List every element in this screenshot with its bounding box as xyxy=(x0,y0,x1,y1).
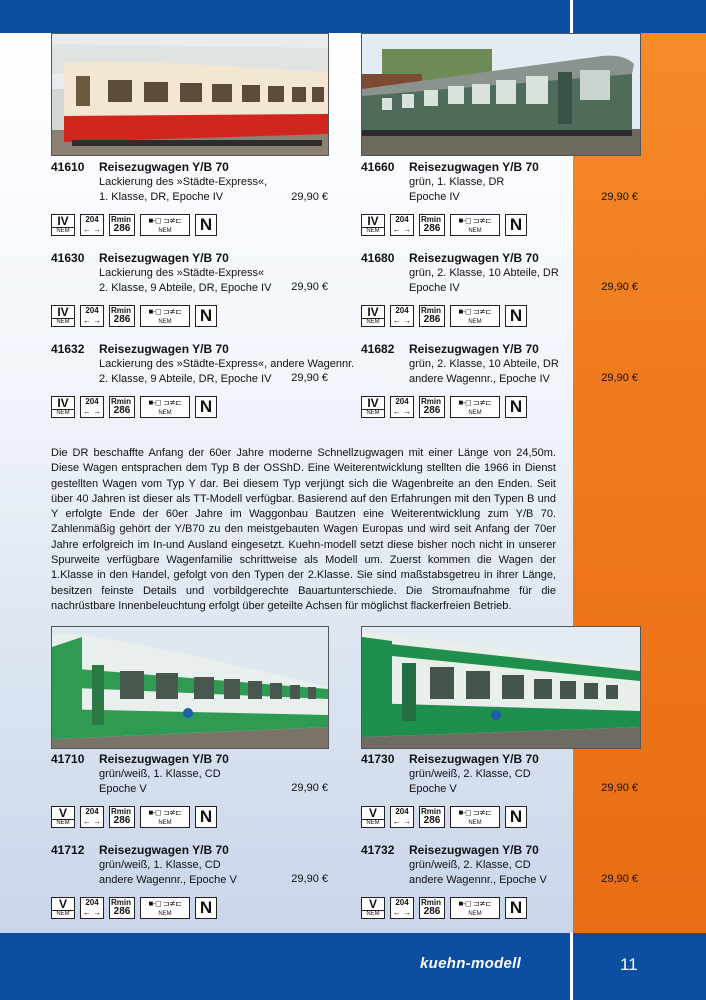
brand-logo: kuehn-modell xyxy=(420,955,522,972)
footer-bar xyxy=(0,933,706,1000)
scale-label: N xyxy=(509,397,523,416)
scale-badge xyxy=(505,305,527,327)
epoch-label: IV xyxy=(57,396,69,410)
coupling-badge xyxy=(140,396,190,418)
orange-side-panel xyxy=(573,33,706,933)
length-arrows-icon: ← → xyxy=(392,817,412,826)
badges-41730 xyxy=(361,806,531,828)
badges-41660 xyxy=(361,214,531,236)
price-41710: 29,90 € xyxy=(291,782,328,794)
length-value: 204 xyxy=(85,898,99,907)
coupling-badge xyxy=(450,396,500,418)
radius-badge xyxy=(419,806,445,828)
nem-label: NEM xyxy=(158,319,172,325)
length-badge xyxy=(390,396,414,418)
description-line: grün, 2. Klasse, 10 Abteile, DR xyxy=(409,267,559,279)
scale-label: N xyxy=(199,215,213,234)
product-41660 xyxy=(361,160,591,205)
product-description xyxy=(409,175,504,205)
description-line: andere Wagennr., Epoche V xyxy=(99,874,237,886)
rmin-value: 286 xyxy=(113,314,131,325)
description-line: Lackierung des »Städte-Express« xyxy=(99,267,265,279)
rmin-value: 286 xyxy=(423,405,441,416)
page-number: 11 xyxy=(620,955,638,974)
scale-badge xyxy=(195,396,217,418)
radius-badge xyxy=(419,305,445,327)
length-arrows-icon: ← → xyxy=(82,407,102,416)
rmin-label: Rmin xyxy=(421,215,441,224)
product-description xyxy=(99,175,267,205)
epoch-label: IV xyxy=(57,214,69,228)
length-value: 204 xyxy=(395,397,409,406)
nem-label: NEM xyxy=(52,819,74,827)
scale-badge xyxy=(195,806,217,828)
nem-label: NEM xyxy=(158,410,172,416)
product-title: Reisezugwagen Y/B 70 xyxy=(99,843,229,857)
epoch-badge xyxy=(51,806,75,828)
product-title: Reisezugwagen Y/B 70 xyxy=(99,251,229,265)
description-line: grün/weiß, 2. Klasse, CD xyxy=(409,768,531,780)
length-badge xyxy=(80,806,104,828)
badges-41710 xyxy=(51,806,221,828)
epoch-badge xyxy=(361,214,385,236)
rmin-value: 286 xyxy=(113,815,131,826)
nem-label: NEM xyxy=(362,910,384,918)
product-description xyxy=(99,767,221,797)
length-badge xyxy=(390,897,414,919)
nem-label: NEM xyxy=(362,227,384,235)
epoch-label: IV xyxy=(367,305,379,319)
description-line: 1. Klasse, DR, Epoche IV xyxy=(99,191,224,203)
badges-41682 xyxy=(361,396,531,418)
coupling-icon: ■-◻ ⊐≭⊏ xyxy=(458,899,492,908)
rmin-label: Rmin xyxy=(111,397,131,406)
price-41730: 29,90 € xyxy=(601,782,638,794)
coupling-icon: ■-◻ ⊐≭⊏ xyxy=(148,307,182,316)
radius-badge xyxy=(109,396,135,418)
radius-badge xyxy=(419,897,445,919)
badges-41630 xyxy=(51,305,221,327)
coupling-icon: ■-◻ ⊐≭⊏ xyxy=(458,216,492,225)
product-41682 xyxy=(361,342,591,387)
coupling-icon: ■-◻ ⊐≭⊏ xyxy=(458,398,492,407)
description-line: grün, 1. Klasse, DR xyxy=(409,176,505,188)
product-description xyxy=(409,858,547,888)
nem-label: NEM xyxy=(468,410,482,416)
radius-badge xyxy=(419,214,445,236)
product-title: Reisezugwagen Y/B 70 xyxy=(409,251,539,265)
scale-badge xyxy=(505,396,527,418)
rmin-value: 286 xyxy=(423,314,441,325)
product-number: 41680 xyxy=(361,251,395,265)
scale-label: N xyxy=(199,807,213,826)
product-number: 41712 xyxy=(51,843,85,857)
nem-label: NEM xyxy=(158,911,172,917)
product-number: 41710 xyxy=(51,752,85,766)
epoch-label: V xyxy=(368,897,377,911)
radius-badge xyxy=(419,396,445,418)
badges-41712 xyxy=(51,897,221,919)
product-description xyxy=(409,357,559,387)
nem-label: NEM xyxy=(362,819,384,827)
description-line: Lackierung des »Städte-Express«, andere Wagennr. xyxy=(99,358,355,370)
rmin-label: Rmin xyxy=(111,215,131,224)
length-value: 204 xyxy=(85,397,99,406)
epoch-badge xyxy=(361,305,385,327)
epoch-badge xyxy=(361,897,385,919)
scale-label: N xyxy=(509,306,523,325)
length-value: 204 xyxy=(395,306,409,315)
length-arrows-icon: ← → xyxy=(392,225,412,234)
length-arrows-icon: ← → xyxy=(392,407,412,416)
price-41660: 29,90 € xyxy=(601,191,638,203)
coupling-icon: ■-◻ ⊐≭⊏ xyxy=(458,808,492,817)
epoch-badge xyxy=(51,396,75,418)
nem-label: NEM xyxy=(468,820,482,826)
rmin-label: Rmin xyxy=(421,807,441,816)
description-line: Epoche V xyxy=(409,783,457,795)
description-paragraph: Die DR beschaffte Anfang der 60er Jahre moderne Schnellzugwagen mit einer Länge von 24,50m. Diese Wagen entsprachen dem Typ B der OSShD. Eine Weiterentwicklung stellten die 1966 in Dienst gestellten Wagen vom Typ Y dar. Bei diesem Typ verjüngt sich die Wagenbreite an den Enden. Seit über 40 Jahren ist dieser als TT-Modell verfügbar. Basierend auf den Erfahrungen mit den Typen B und Y erfolgte Ende der 60er Jahre im Waggonbau Bautzen eine Weiterentwicklung zum Y/B 70. Zahlenmäßig gehört der Y/B70 zu den meistgebauten Wagen Europas und wird seit Anfang der 70er Jahre erfolgreich im In-und Ausland eingesetzt. Kuehn-modell setzt diese bisher noch nicht in unserer Spurweite verfügbare Wagenfamilie schrittweise als Modell um. Zuerst kommen die Wagen der 1.Klasse in den Handel, gefolgt von den Typen der 2.Klasse. Sie sind maßstabsgetreu in ihrer Länge, besitzen feinste Details und vorbildgerechte Bauartunterschiede. Die Stromaufnahme für die nachrüstbare Innenbeleuchtung erfolgt über geteilte Achsen für möglichst flackerfreien Betrieb. xyxy=(51,447,556,612)
coupling-badge xyxy=(450,897,500,919)
scale-badge xyxy=(505,214,527,236)
epoch-label: V xyxy=(58,806,67,820)
scale-badge xyxy=(195,305,217,327)
product-number: 41682 xyxy=(361,342,395,356)
epoch-label: IV xyxy=(57,305,69,319)
product-number: 41632 xyxy=(51,342,85,356)
coupling-icon: ■-◻ ⊐≭⊏ xyxy=(148,216,182,225)
rmin-label: Rmin xyxy=(421,306,441,315)
footer-divider xyxy=(570,933,573,1000)
length-arrows-icon: ← → xyxy=(82,225,102,234)
product-41730 xyxy=(361,752,591,797)
length-value: 204 xyxy=(395,215,409,224)
rmin-value: 286 xyxy=(423,815,441,826)
nem-label: NEM xyxy=(52,910,74,918)
coupling-badge xyxy=(140,214,190,236)
coupling-badge xyxy=(450,305,500,327)
description-line: Epoche IV xyxy=(409,191,460,203)
scale-label: N xyxy=(509,807,523,826)
length-value: 204 xyxy=(85,215,99,224)
nem-label: NEM xyxy=(468,911,482,917)
price-41632: 29,90 € xyxy=(291,372,328,384)
scale-badge xyxy=(505,897,527,919)
length-badge xyxy=(80,396,104,418)
price-41732: 29,90 € xyxy=(601,873,638,885)
coupling-badge xyxy=(450,214,500,236)
description-line: andere Wagennr., Epoche V xyxy=(409,874,547,886)
product-description xyxy=(409,266,559,296)
description-line: grün/weiß, 2. Klasse, CD xyxy=(409,859,531,871)
length-value: 204 xyxy=(395,807,409,816)
nem-label: NEM xyxy=(52,409,74,417)
coupling-badge xyxy=(140,897,190,919)
nem-label: NEM xyxy=(362,409,384,417)
length-value: 204 xyxy=(85,306,99,315)
nem-label: NEM xyxy=(468,228,482,234)
nem-label: NEM xyxy=(158,820,172,826)
scale-badge xyxy=(505,806,527,828)
product-title: Reisezugwagen Y/B 70 xyxy=(409,160,539,174)
product-number: 41660 xyxy=(361,160,395,174)
radius-badge xyxy=(109,305,135,327)
epoch-label: IV xyxy=(367,396,379,410)
rmin-label: Rmin xyxy=(111,898,131,907)
scale-badge xyxy=(195,214,217,236)
nem-label: NEM xyxy=(362,318,384,326)
price-41680: 29,90 € xyxy=(601,281,638,293)
epoch-badge xyxy=(51,214,75,236)
rmin-value: 286 xyxy=(113,405,131,416)
product-number: 41630 xyxy=(51,251,85,265)
length-arrows-icon: ← → xyxy=(392,908,412,917)
scale-label: N xyxy=(509,898,523,917)
nem-label: NEM xyxy=(52,227,74,235)
epoch-badge xyxy=(51,897,75,919)
photo-41710 xyxy=(51,626,329,749)
length-badge xyxy=(390,806,414,828)
description-line: andere Wagennr., Epoche IV xyxy=(409,373,550,385)
nem-label: NEM xyxy=(468,319,482,325)
rmin-label: Rmin xyxy=(111,807,131,816)
coupling-badge xyxy=(140,305,190,327)
description-line: grün, 2. Klasse, 10 Abteile, DR xyxy=(409,358,559,370)
rmin-label: Rmin xyxy=(421,898,441,907)
length-arrows-icon: ← → xyxy=(82,908,102,917)
coupling-icon: ■-◻ ⊐≭⊏ xyxy=(148,899,182,908)
product-number: 41610 xyxy=(51,160,85,174)
scale-label: N xyxy=(199,306,213,325)
top-bar-divider xyxy=(570,0,573,33)
description-line: grün/weiß, 1. Klasse, CD xyxy=(99,859,221,871)
badges-41632 xyxy=(51,396,221,418)
product-title: Reisezugwagen Y/B 70 xyxy=(409,843,539,857)
nem-label: NEM xyxy=(52,318,74,326)
length-badge xyxy=(80,214,104,236)
epoch-label: V xyxy=(58,897,67,911)
coupling-badge xyxy=(450,806,500,828)
scale-label: N xyxy=(509,215,523,234)
epoch-label: V xyxy=(368,806,377,820)
epoch-badge xyxy=(51,305,75,327)
radius-badge xyxy=(109,806,135,828)
coupling-badge xyxy=(140,806,190,828)
rmin-value: 286 xyxy=(423,223,441,234)
length-badge xyxy=(80,897,104,919)
photo-41730 xyxy=(361,626,641,749)
description-line: Epoche IV xyxy=(409,282,460,294)
rmin-label: Rmin xyxy=(421,397,441,406)
rmin-value: 286 xyxy=(113,223,131,234)
length-badge xyxy=(390,305,414,327)
radius-badge xyxy=(109,214,135,236)
length-badge xyxy=(390,214,414,236)
rmin-label: Rmin xyxy=(111,306,131,315)
description-line: Lackierung des »Städte-Express«, xyxy=(99,176,268,188)
epoch-badge xyxy=(361,806,385,828)
product-41732 xyxy=(361,843,591,888)
product-description xyxy=(99,266,271,296)
coupling-icon: ■-◻ ⊐≭⊏ xyxy=(148,808,182,817)
description-line: grün/weiß, 1. Klasse, CD xyxy=(99,768,221,780)
product-number: 41730 xyxy=(361,752,395,766)
rmin-value: 286 xyxy=(113,906,131,917)
rmin-value: 286 xyxy=(423,906,441,917)
product-description xyxy=(99,858,237,888)
price-41610: 29,90 € xyxy=(291,191,328,203)
description-line: 2. Klasse, 9 Abteile, DR, Epoche IV xyxy=(99,373,272,385)
product-title: Reisezugwagen Y/B 70 xyxy=(99,342,229,356)
product-title: Reisezugwagen Y/B 70 xyxy=(99,160,229,174)
scale-badge xyxy=(195,897,217,919)
price-41630: 29,90 € xyxy=(291,281,328,293)
description-line: 2. Klasse, 9 Abteile, DR, Epoche IV xyxy=(99,282,272,294)
scale-label: N xyxy=(199,898,213,917)
epoch-badge xyxy=(361,396,385,418)
price-41712: 29,90 € xyxy=(291,873,328,885)
price-41682: 29,90 € xyxy=(601,372,638,384)
length-value: 204 xyxy=(395,898,409,907)
top-bar xyxy=(0,0,706,33)
photo-41660 xyxy=(361,33,641,156)
product-number: 41732 xyxy=(361,843,395,857)
length-arrows-icon: ← → xyxy=(392,316,412,325)
scale-label: N xyxy=(199,397,213,416)
product-41680 xyxy=(361,251,591,296)
length-value: 204 xyxy=(85,807,99,816)
badges-41610 xyxy=(51,214,221,236)
radius-badge xyxy=(109,897,135,919)
coupling-icon: ■-◻ ⊐≭⊏ xyxy=(148,398,182,407)
epoch-label: IV xyxy=(367,214,379,228)
product-title: Reisezugwagen Y/B 70 xyxy=(99,752,229,766)
product-description xyxy=(409,767,531,797)
badges-41680 xyxy=(361,305,531,327)
nem-label: NEM xyxy=(158,228,172,234)
length-arrows-icon: ← → xyxy=(82,316,102,325)
length-badge xyxy=(80,305,104,327)
photo-41610 xyxy=(51,33,329,156)
product-title: Reisezugwagen Y/B 70 xyxy=(409,342,539,356)
description-line: Epoche V xyxy=(99,783,147,795)
badges-41732 xyxy=(361,897,531,919)
product-title: Reisezugwagen Y/B 70 xyxy=(409,752,539,766)
length-arrows-icon: ← → xyxy=(82,817,102,826)
coupling-icon: ■-◻ ⊐≭⊏ xyxy=(458,307,492,316)
